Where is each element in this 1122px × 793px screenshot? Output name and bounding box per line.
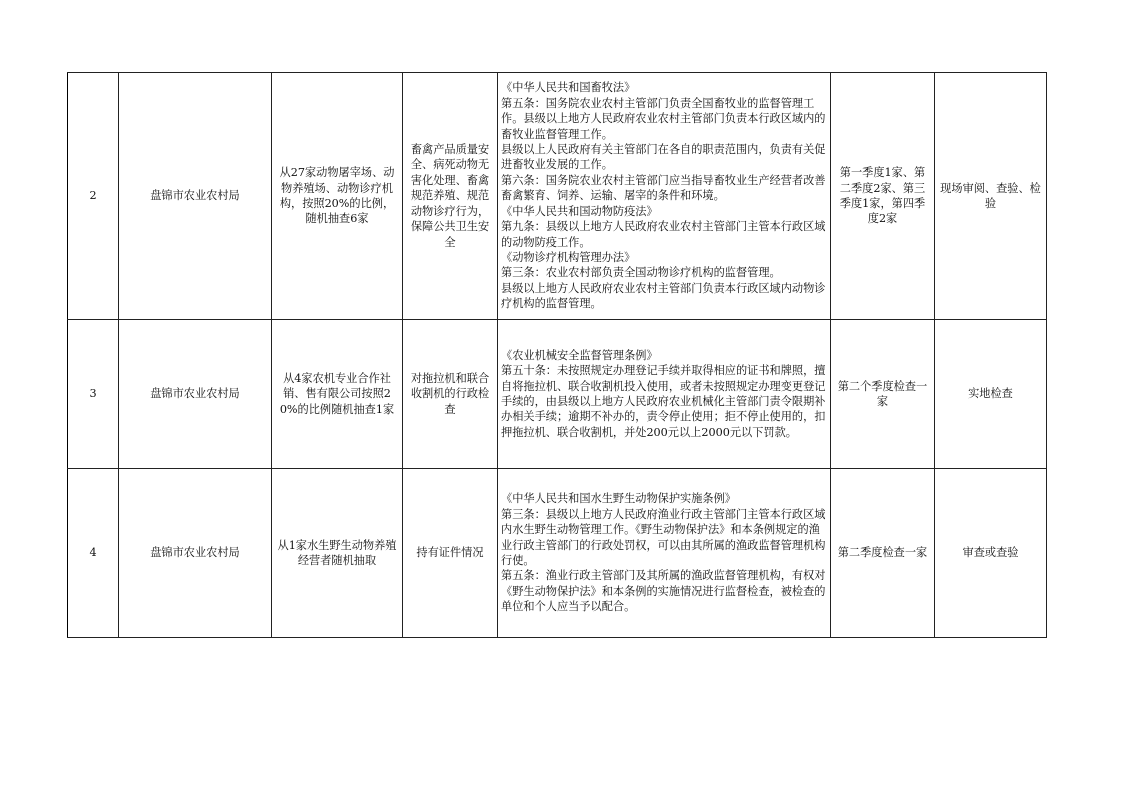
row-index: 4 — [68, 469, 119, 638]
basis-line: 第五十条：未按照规定办理登记手续并取得相应的证书和牌照，擅自将拖拉机、联合收割机投入使用，或者未按照规定办理变更登记手续的，由县级以上地方人民政府农业机械化主管部门责令限期补办相关手续；逾期不补办的，责令停止使用；拒不停止使用的，扣押拖拉机、联合收割机，并处200元以上2000元以下罚款。 — [501, 364, 826, 439]
basis-line: 第三条：县级以上地方人民政府渔业行政主管部门主管本行政区域内水生野生动物管理工作。《野生动物保护法》和本条例规定的渔业行政主管部门的行政处罚权，可以由其所属的渔政监督管理机构行使。 — [501, 507, 826, 567]
basis-line: 《中华人民共和国畜牧法》 — [501, 81, 636, 95]
department-cell: 盘锦市农业农村局 — [119, 320, 272, 469]
basis-line: 第六条：国务院农业农村主管部门应当指导畜牧业生产经营者改善畜禽繁育、饲养、运输、屠宰的条件和环境。 — [501, 173, 826, 203]
basis-line: 第五条：国务院农业农村主管部门负责全国畜牧业的监督管理工作。县级以上地方人民政府农业农村主管部门负责本行政区域内的畜牧业监督管理工作。 — [501, 96, 826, 141]
method-cell: 实地检查 — [935, 320, 1047, 469]
basis-line: 第三条：农业农村部负责全国动物诊疗机构的监督管理。 — [501, 266, 781, 280]
basis-line: 《农业机械安全监督管理条例》 — [501, 348, 658, 362]
table-row — [68, 73, 1047, 320]
table-row — [68, 320, 1047, 469]
inspection-item-cell: 对拖拉机和联合收割机的行政检查 — [403, 320, 498, 469]
legal-basis-cell — [498, 469, 831, 638]
schedule-cell: 第二季度检查一家 — [831, 469, 935, 638]
row-index: 2 — [68, 73, 119, 320]
basis-line: 《动物诊疗机构管理办法》 — [501, 250, 636, 264]
legal-basis-cell — [498, 73, 831, 320]
inspection-plan-table — [67, 72, 1047, 638]
department-cell: 盘锦市农业农村局 — [119, 469, 272, 638]
scope-cell: 从4家农机专业合作社销、售有限公司按照20%的比例随机抽查1家 — [272, 320, 403, 469]
schedule-cell: 第一季度1家、第二季度2家、第三季度1家，第四季度2家 — [831, 73, 935, 320]
basis-line: 县级以上地方人民政府农业农村主管部门负责本行政区域内动物诊疗机构的监督管理。 — [501, 281, 826, 311]
basis-line: 《中华人民共和国水生野生动物保护实施条例》 — [501, 492, 736, 506]
table-row — [68, 469, 1047, 638]
department-cell: 盘锦市农业农村局 — [119, 73, 272, 320]
legal-basis-cell — [498, 320, 831, 469]
basis-line: 《中华人民共和国动物防疫法》 — [501, 204, 658, 218]
basis-line: 县级以上人民政府有关主管部门在各自的职责范围内，负责有关促进畜牧业发展的工作。 — [501, 143, 826, 172]
basis-line: 第五条：渔业行政主管部门及其所属的渔政监督管理机构，有权对《野生动物保护法》和本条例的实施情况进行监督检查，被检查的单位和个人应当予以配合。 — [501, 569, 826, 614]
inspection-item-cell: 持有证件情况 — [403, 469, 498, 638]
row-index: 3 — [68, 320, 119, 469]
method-cell: 现场审阅、查验、检验 — [935, 73, 1047, 320]
schedule-cell: 第二个季度检查一家 — [831, 320, 935, 469]
scope-cell: 从1家水生野生动物养殖经营者随机抽取 — [272, 469, 403, 638]
inspection-item-cell: 畜禽产品质量安全、病死动物无害化处理、畜禽规范养殖、规范动物诊疗行为，保障公共卫生安全 — [403, 73, 498, 320]
method-cell: 审查或查验 — [935, 469, 1047, 638]
basis-line: 第九条：县级以上地方人民政府农业农村主管部门主管本行政区域的动物防疫工作。 — [501, 220, 826, 249]
scope-cell: 从27家动物屠宰场、动物养殖场、动物诊疗机构，按照20%的比例，随机抽查6家 — [272, 73, 403, 320]
